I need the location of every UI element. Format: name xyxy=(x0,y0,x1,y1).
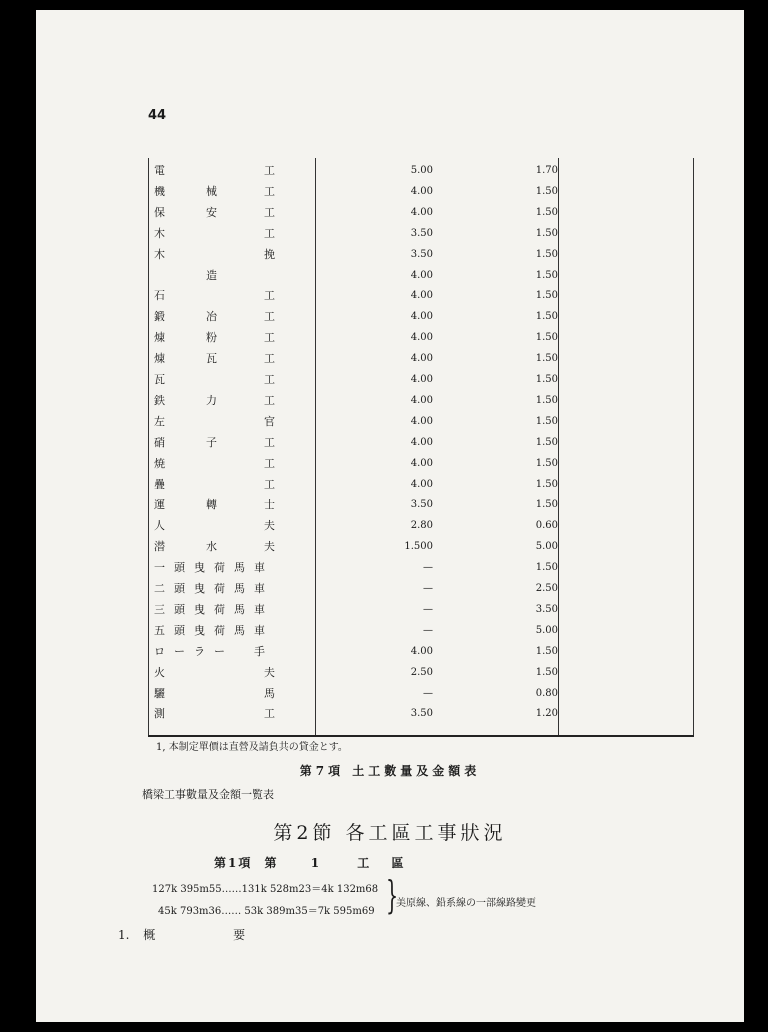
subsection-item: 第1項 xyxy=(214,856,253,870)
table-row xyxy=(148,181,694,202)
footnote: 1, 本制定單價は直營及請負共の貸金とす。 xyxy=(156,742,348,753)
table-cell: 潜 xyxy=(154,540,165,554)
table-cell xyxy=(154,641,274,662)
table-row xyxy=(148,160,694,181)
table-cell: 2.80 xyxy=(410,520,433,532)
table-char: 馬 xyxy=(234,602,245,616)
table-char: ー xyxy=(214,644,225,658)
table-cell: — xyxy=(423,603,433,615)
table-cell: 運 xyxy=(154,498,165,512)
table-char: 馬 xyxy=(234,623,245,637)
table-cell: 1.50 xyxy=(535,562,558,574)
overview-label: 概 xyxy=(143,928,156,942)
table-char: 荷 xyxy=(214,602,225,616)
table-row xyxy=(148,432,694,453)
table-row xyxy=(148,494,694,515)
table-row xyxy=(148,683,694,704)
table-cell: 4.00 xyxy=(410,478,433,490)
table-cell: 1.50 xyxy=(535,311,558,323)
table-cell: 4.00 xyxy=(410,374,433,385)
table-cell: 工 xyxy=(264,164,275,177)
table-cell: 3.50 xyxy=(410,227,433,239)
table-cell: 1.50 xyxy=(535,206,558,218)
table-cell: 電 xyxy=(154,164,165,177)
table-cell: 3.50 xyxy=(410,708,433,720)
table-cell: 石 xyxy=(154,289,165,303)
table-cell: 械 xyxy=(206,184,217,198)
table-cell: 煉 xyxy=(154,352,165,366)
table-cell: 工 xyxy=(264,352,275,366)
table-cell: 驪 xyxy=(154,686,165,700)
overview-heading xyxy=(118,926,245,943)
table-cell: 4.00 xyxy=(410,645,433,657)
subsection-heading xyxy=(214,854,406,871)
table-char: 頭 xyxy=(174,582,185,595)
table-char: 曳 xyxy=(194,561,205,575)
table-cell: 夫 xyxy=(264,519,275,533)
table-char: 一 xyxy=(154,561,165,575)
subsection-part: 第 xyxy=(264,856,279,870)
table-row xyxy=(148,662,694,683)
table-cell: 安 xyxy=(206,205,217,219)
table-cell: 2.50 xyxy=(410,666,433,678)
table-row xyxy=(148,411,694,432)
table-row xyxy=(148,285,694,306)
table-cell: 4.00 xyxy=(410,269,433,281)
table-row xyxy=(148,536,694,557)
route-change-note: 美原線、鉛系線の一部線路變更 xyxy=(396,898,536,909)
table-row xyxy=(148,703,694,724)
table-char: 手 xyxy=(254,644,265,658)
table-char: 曳 xyxy=(194,623,205,637)
table-cell: 4.00 xyxy=(410,311,433,323)
table-cell: 工 xyxy=(264,477,275,491)
table-row xyxy=(148,599,694,620)
table-cell: 1.50 xyxy=(535,415,558,427)
table-cell: 1.50 xyxy=(535,457,558,469)
table-cell: 水 xyxy=(206,540,217,554)
table-cell: 煉 xyxy=(154,331,165,345)
table-cell: 人 xyxy=(154,519,165,533)
table-cell: 4.00 xyxy=(410,457,433,469)
page-number: 44 xyxy=(148,108,167,123)
table-row xyxy=(148,265,694,286)
table-char: 三 xyxy=(154,602,165,616)
table-char: 荷 xyxy=(214,561,225,575)
table-cell: 工 xyxy=(264,331,275,345)
table-cell: 瓦 xyxy=(154,373,165,386)
overview-label: 要 xyxy=(233,928,246,942)
table-cell: 1.50 xyxy=(535,353,558,365)
table-cell xyxy=(154,557,274,578)
chainage-range-1: 127k 395m55……131k 528m23＝4k 132m68 xyxy=(152,884,379,895)
table-char: 五 xyxy=(154,623,165,637)
table-cell: 1.50 xyxy=(535,227,558,239)
table-cell: 疊 xyxy=(154,477,165,491)
subsection-number: 1 xyxy=(310,856,322,870)
table-row xyxy=(148,369,694,390)
table-cell: 4.00 xyxy=(410,394,433,406)
table-cell: 粉 xyxy=(206,331,217,345)
table-cell: 瓦 xyxy=(206,352,217,366)
table-cell: 士 xyxy=(264,498,275,512)
table-cell: 夫 xyxy=(264,665,275,679)
table-cell: 火 xyxy=(154,665,165,679)
table-cell: 工 xyxy=(264,393,275,407)
brace-symbol: } xyxy=(386,873,399,917)
table-cell: 1.500 xyxy=(404,541,433,553)
table-row xyxy=(148,557,694,578)
table-cell: 0.80 xyxy=(535,687,558,699)
table-cell: 轉 xyxy=(206,498,217,512)
table-cell: 4.00 xyxy=(410,206,433,218)
table-cell: — xyxy=(423,624,433,636)
table-cell: 馬 xyxy=(264,686,275,700)
table-cell: 1.50 xyxy=(535,666,558,678)
table-cell: 1.70 xyxy=(535,165,558,176)
table-cell: — xyxy=(423,562,433,574)
table-cell: 0.60 xyxy=(535,520,558,532)
table-row xyxy=(148,515,694,536)
table-cell: 5.00 xyxy=(535,624,558,636)
table-cell: — xyxy=(423,687,433,699)
table-cell: 官 xyxy=(264,414,275,428)
table-cell xyxy=(154,599,274,620)
overview-number: 1. xyxy=(118,928,130,942)
table-cell: 左 xyxy=(154,414,165,428)
table-char: 車 xyxy=(254,602,265,616)
table-char: 頭 xyxy=(174,561,185,575)
table-cell: 2.50 xyxy=(535,583,558,594)
table-cell: — xyxy=(423,583,433,594)
table-cell: 焼 xyxy=(154,456,165,470)
table-char: 曳 xyxy=(194,582,205,595)
table-row xyxy=(148,202,694,223)
table-cell: 鍛 xyxy=(154,310,165,324)
table-char: 頭 xyxy=(174,602,185,616)
table-row xyxy=(148,306,694,327)
table-cell: 3.50 xyxy=(410,499,433,511)
table-cell: 4.00 xyxy=(410,332,433,344)
table-char: ラ xyxy=(194,644,205,658)
table-cell: 工 xyxy=(264,226,275,240)
bridge-table-caption: 橋梁工事數量及金額一覧表 xyxy=(142,788,274,801)
table-cell xyxy=(154,578,274,599)
table-cell: 1.50 xyxy=(535,499,558,511)
table-row xyxy=(148,578,694,599)
table-char: ロ xyxy=(154,644,165,658)
table-cell: 1.50 xyxy=(535,290,558,302)
section-2-title: 第2節 各工區工事狀況 xyxy=(273,822,507,844)
table-char: 馬 xyxy=(234,561,245,575)
table-cell: 造 xyxy=(206,268,217,282)
table-char: 頭 xyxy=(174,623,185,637)
table-cell: 5.00 xyxy=(410,165,433,176)
table-cell: 1.50 xyxy=(535,394,558,406)
table-cell: 工 xyxy=(264,373,275,386)
table-cell: 1.50 xyxy=(535,478,558,490)
table-cell: 機 xyxy=(154,184,165,198)
table-row xyxy=(148,244,694,265)
document-page xyxy=(36,10,744,1022)
table-cell: 1.50 xyxy=(535,332,558,344)
table-cell: 夫 xyxy=(264,540,275,554)
table-cell: 工 xyxy=(264,289,275,303)
table-row xyxy=(148,390,694,411)
table-cell: 工 xyxy=(264,707,275,721)
table-cell: 鉄 xyxy=(154,393,165,407)
table-cell: 1.50 xyxy=(535,185,558,197)
table-char: 車 xyxy=(254,561,265,575)
wage-table xyxy=(148,158,694,737)
table-cell: 1.50 xyxy=(535,248,558,260)
table-cell: 3.50 xyxy=(535,603,558,615)
table-cell: 4.00 xyxy=(410,290,433,302)
table-cell: 4.00 xyxy=(410,185,433,197)
table-cell xyxy=(154,620,274,641)
table-cell: 1.50 xyxy=(535,645,558,657)
table-char: 車 xyxy=(254,582,265,595)
table-cell: 工 xyxy=(264,435,275,449)
chainage-range-2: 45k 793m36…… 53k 389m35＝7k 595m69 xyxy=(158,906,375,917)
table-cell: 保 xyxy=(154,205,165,219)
table-cell: 1.20 xyxy=(535,708,558,720)
table-cell: 工 xyxy=(264,310,275,324)
table-cell: 子 xyxy=(206,435,217,449)
item-7-heading: 第7項 土工數量及金額表 xyxy=(299,764,481,778)
table-char: 荷 xyxy=(214,582,225,595)
table-cell: 4.00 xyxy=(410,415,433,427)
table-cell: 工 xyxy=(264,205,275,219)
table-char: 車 xyxy=(254,623,265,637)
table-cell: 木 xyxy=(154,226,165,240)
subsection-word: 工 xyxy=(357,856,372,870)
table-cell: 5.00 xyxy=(535,541,558,553)
table-row xyxy=(148,474,694,495)
table-cell: 工 xyxy=(264,456,275,470)
table-cell: 硝 xyxy=(154,435,165,449)
table-char: 曳 xyxy=(194,602,205,616)
table-cell: 挽 xyxy=(264,247,275,261)
table-cell: 木 xyxy=(154,247,165,261)
table-char: 二 xyxy=(154,582,165,595)
table-cell: 測 xyxy=(154,707,165,721)
table-cell: 4.00 xyxy=(410,436,433,448)
table-cell: 1.50 xyxy=(535,436,558,448)
table-char: 馬 xyxy=(234,582,245,595)
table-cell: 1.50 xyxy=(535,374,558,385)
table-cell: 力 xyxy=(206,393,217,407)
table-row xyxy=(148,641,694,662)
subsection-word: 區 xyxy=(391,856,406,870)
table-cell: 工 xyxy=(264,184,275,198)
table-cell: 冶 xyxy=(206,310,217,324)
table-row xyxy=(148,327,694,348)
table-cell: 4.00 xyxy=(410,353,433,365)
table-cell: 1.50 xyxy=(535,269,558,281)
table-char: ー xyxy=(174,644,185,658)
table-cell: 3.50 xyxy=(410,248,433,260)
table-char: 荷 xyxy=(214,623,225,637)
table-row xyxy=(148,348,694,369)
table-row xyxy=(148,620,694,641)
table-row xyxy=(148,453,694,474)
table-row xyxy=(148,223,694,244)
